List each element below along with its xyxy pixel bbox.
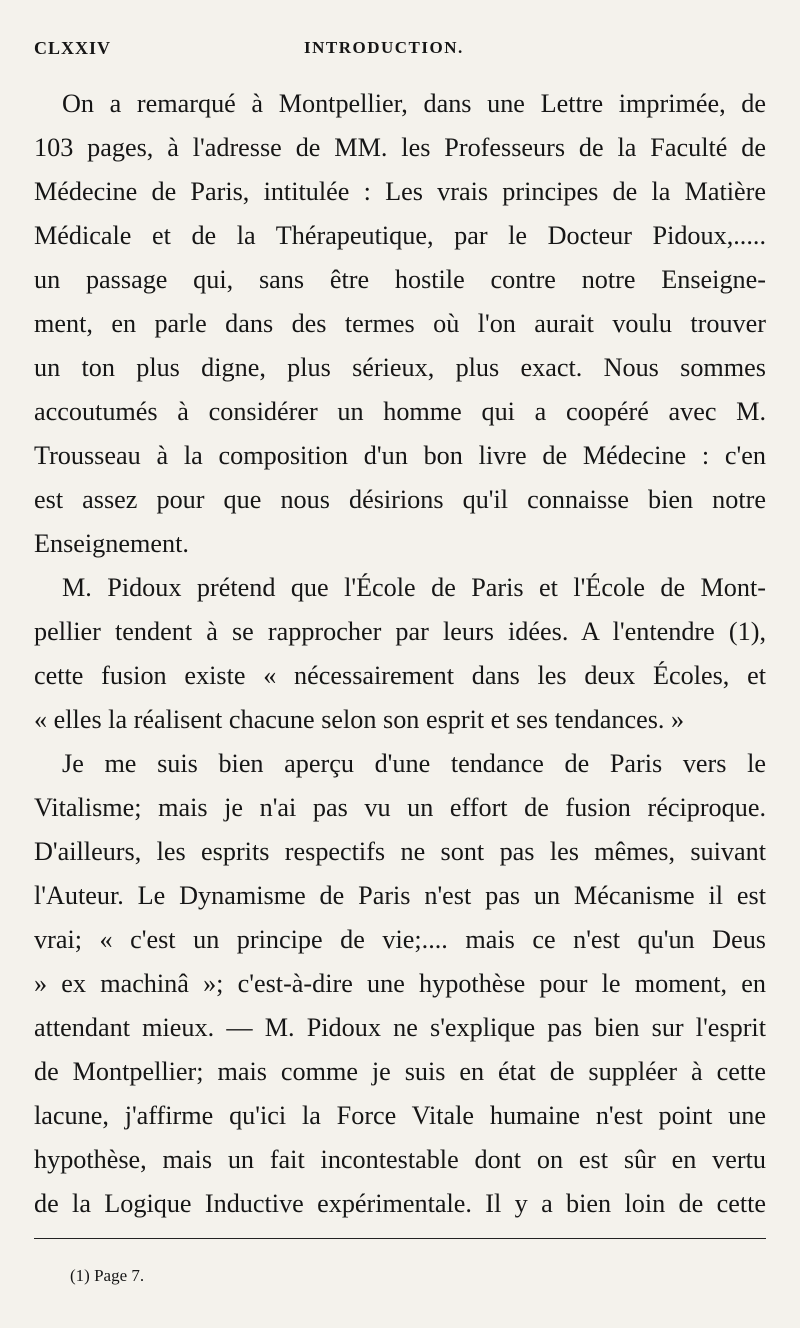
text-line: On a remarqué à Montpellier, dans une Lettre imprimée, de bbox=[62, 89, 766, 118]
text-line: un passage qui, sans être hostile contre notre Enseigne- bbox=[34, 265, 766, 294]
text-line: est assez pour que nous désirions qu'il connaisse bien notre bbox=[34, 485, 766, 514]
text-line: de Montpellier; mais comme je suis en état de suppléer à cette bbox=[34, 1057, 766, 1086]
text-line: M. Pidoux prétend que l'École de Paris et l'École de Mont- bbox=[62, 573, 766, 602]
running-title: INTRODUCTION. bbox=[304, 38, 464, 57]
footnote: (1) Page 7. bbox=[70, 1266, 145, 1285]
text-line: accoutumés à considérer un homme qui a coopéré avec M. bbox=[34, 397, 766, 426]
text-line: Vitalisme; mais je n'ai pas vu un effort de fusion réciproque. bbox=[34, 793, 766, 822]
text-line: lacune, j'affirme qu'ici la Force Vitale humaine n'est point une bbox=[34, 1101, 766, 1130]
paragraph-1 bbox=[34, 82, 766, 566]
text-line: 103 pages, à l'adresse de MM. les Professeurs de la Faculté de bbox=[34, 133, 766, 162]
text-line: l'Auteur. Le Dynamisme de Paris n'est pas un Mécanisme il est bbox=[34, 881, 766, 910]
text-line: « elles la réalisent chacune selon son esprit et ses tendances. » bbox=[34, 705, 685, 734]
text-line: Je me suis bien aperçu d'une tendance de Paris vers le bbox=[62, 749, 766, 778]
running-header bbox=[34, 28, 770, 68]
text-line: ment, en parle dans des termes où l'on aurait voulu trouver bbox=[34, 309, 766, 338]
paragraph-2 bbox=[34, 566, 766, 742]
text-line: Enseignement. bbox=[34, 529, 189, 558]
paragraph-3 bbox=[34, 742, 766, 1226]
body-text bbox=[34, 82, 766, 1226]
text-line: D'ailleurs, les esprits respectifs ne sont pas les mêmes, suivant bbox=[34, 837, 766, 866]
text-line: cette fusion existe « nécessairement dans les deux Écoles, et bbox=[34, 661, 766, 690]
text-line: » ex machinâ »; c'est-à-dire une hypothèse pour le moment, en bbox=[34, 969, 766, 998]
footnote-rule bbox=[34, 1238, 766, 1239]
text-line: de la Logique Inductive expérimentale. Il y a bien loin de cette bbox=[34, 1189, 766, 1218]
text-line: vrai; « c'est un principe de vie;.... mais ce n'est qu'un Deus bbox=[34, 925, 766, 954]
text-line: pellier tendent à se rapprocher par leurs idées. A l'entendre (1), bbox=[34, 617, 766, 646]
text-line: Médicale et de la Thérapeutique, par le Docteur Pidoux,..... bbox=[34, 221, 766, 250]
text-line: un ton plus digne, plus sérieux, plus exact. Nous sommes bbox=[34, 353, 766, 382]
text-line: Médecine de Paris, intitulée : Les vrais principes de la Matière bbox=[34, 177, 766, 206]
text-line: attendant mieux. — M. Pidoux ne s'explique pas bien sur l'esprit bbox=[34, 1013, 766, 1042]
page-folio: CLXXIV bbox=[34, 38, 112, 58]
text-line: hypothèse, mais un fait incontestable dont on est sûr en vertu bbox=[34, 1145, 766, 1174]
text-line: Trousseau à la composition d'un bon livre de Médecine : c'en bbox=[34, 441, 766, 470]
